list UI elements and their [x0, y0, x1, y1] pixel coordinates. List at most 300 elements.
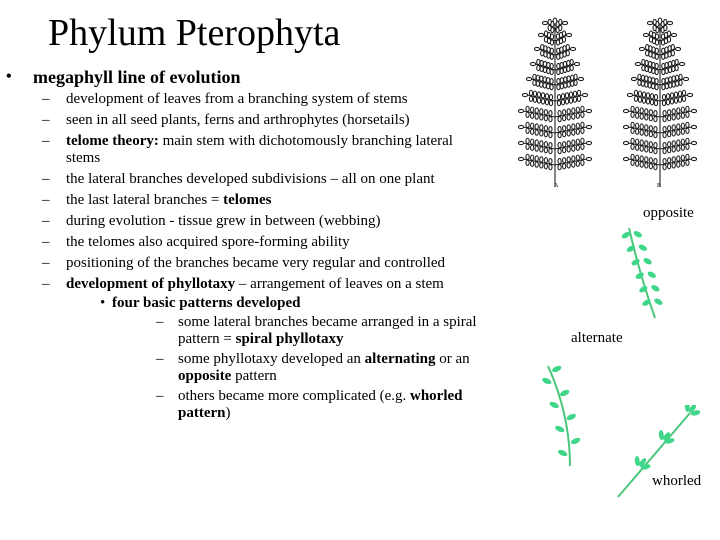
leaflet [623, 157, 628, 160]
leaflet [653, 19, 656, 24]
leaflet [681, 139, 684, 144]
leaflet [586, 157, 591, 160]
leaflet [672, 82, 675, 87]
leaflet [648, 61, 651, 66]
leaflet [567, 109, 570, 114]
leaflet [573, 97, 576, 102]
leaflet [586, 125, 591, 128]
leaflet [643, 33, 648, 36]
leaflet [649, 142, 652, 147]
leaflet [544, 31, 547, 36]
leaflet [663, 165, 666, 170]
leaflet [681, 145, 684, 150]
leaflet [566, 45, 569, 50]
leaflet [645, 115, 648, 120]
leaflet [654, 95, 657, 100]
leaflet [574, 80, 577, 85]
leaflet [581, 138, 584, 143]
leaflet [672, 131, 675, 136]
leaflet [668, 116, 671, 121]
leaflet [576, 123, 579, 128]
leaflet [544, 110, 547, 115]
leaflet [663, 127, 666, 132]
leaflet [540, 115, 543, 120]
leaflet [638, 74, 641, 79]
leaflet [682, 96, 685, 101]
leaflet [572, 156, 575, 161]
leaflet [540, 76, 543, 81]
leaflet [635, 62, 640, 65]
leaflet [681, 155, 684, 160]
leaflet [526, 122, 529, 127]
leaflet [631, 160, 634, 165]
leaflet [663, 159, 666, 164]
leaflet [531, 155, 534, 160]
leaflet [564, 83, 567, 88]
leaflet [550, 69, 553, 74]
leaflet [567, 76, 570, 81]
leaflet [577, 90, 580, 95]
leaflet [557, 95, 560, 100]
leaflet [537, 59, 540, 64]
leaflet [576, 139, 579, 144]
list-item: – others became more complicated (e.g. whorled pattern) [156, 388, 463, 421]
leaflet [691, 125, 696, 128]
leaflet [559, 19, 562, 24]
leaflet [540, 163, 543, 168]
leaflet [662, 101, 665, 106]
leaf [566, 413, 577, 422]
leaf [570, 437, 581, 446]
leaflet [565, 99, 568, 104]
leaflet [654, 133, 657, 138]
leaflet [662, 95, 665, 100]
leaflet [677, 108, 680, 113]
leaflet [545, 100, 548, 105]
leaflet [526, 138, 529, 143]
leaflet [531, 113, 534, 118]
leaflet [549, 101, 552, 106]
leaflet [664, 25, 667, 30]
leaflet [663, 111, 666, 116]
leaflet [535, 146, 538, 151]
leaflet [567, 66, 570, 71]
whorled-phyllotaxy-illustration [610, 405, 700, 505]
leaflet [563, 132, 566, 137]
leaflet [526, 106, 529, 111]
leaflet [559, 25, 562, 30]
leaflet [537, 98, 540, 103]
leaflet [578, 77, 583, 80]
leaflet [581, 144, 584, 149]
figure-label-a: A [554, 183, 559, 189]
leaflet [679, 74, 682, 79]
leaflet [572, 162, 575, 167]
leaflet [668, 132, 671, 137]
list-item: – seen in all seed plants, ferns and arthrophytes (horsetails) [42, 112, 410, 128]
leaflet [649, 37, 652, 42]
leaflet [652, 84, 655, 89]
leaflet [540, 131, 543, 136]
fern-drawing-a [515, 15, 595, 190]
leaflet [541, 51, 544, 56]
leaflet [672, 66, 675, 71]
leaflet [563, 148, 566, 153]
leaflet [544, 142, 547, 147]
leaflet [640, 124, 643, 129]
leaflet [535, 140, 538, 145]
leaflet [567, 141, 570, 146]
leaflet [529, 96, 532, 101]
leaflet [518, 157, 523, 160]
leaflet [570, 47, 575, 50]
leaflet [557, 101, 560, 106]
leaflet [636, 145, 639, 150]
leaflet [672, 147, 675, 152]
leaflet [645, 131, 648, 136]
leaflet [681, 107, 684, 112]
leaflet [526, 112, 529, 117]
leaflet [572, 146, 575, 151]
leaflet [518, 125, 523, 128]
leaflet [662, 63, 665, 68]
leaflet [562, 31, 565, 36]
leaflet [544, 37, 547, 42]
leaflet [558, 111, 561, 116]
leaflet [557, 69, 560, 74]
leaflet [647, 21, 652, 24]
leaflet [572, 108, 575, 113]
leaflet [671, 45, 674, 50]
leaflet [540, 60, 543, 65]
leaflet [652, 62, 655, 67]
label-alternate: alternate [571, 330, 623, 346]
leaflet [535, 156, 538, 161]
leaflet [655, 63, 658, 68]
leaflet [640, 130, 643, 135]
leaf [633, 230, 643, 239]
leaflet [674, 92, 677, 97]
leaflet [631, 112, 634, 117]
leaflet [581, 154, 584, 159]
leaflet [631, 144, 634, 149]
leaflet [677, 124, 680, 129]
leaflet [560, 68, 563, 73]
leaflet [649, 31, 652, 36]
leaflet [567, 60, 570, 65]
leaflet [645, 76, 648, 81]
leaflet [636, 123, 639, 128]
leaflet [668, 164, 671, 169]
leaflet [668, 67, 671, 72]
leaf [642, 257, 652, 266]
leaflet [574, 62, 579, 65]
leaflet [672, 115, 675, 120]
leaflet [576, 145, 579, 150]
leaflet [683, 77, 688, 80]
list-item: – the lateral branches developed subdivisions – all on one plant [42, 171, 435, 187]
leaflet [640, 162, 643, 167]
leaflet [631, 128, 634, 133]
leaflet [543, 67, 546, 72]
leaflet [645, 109, 648, 114]
leaflet [663, 149, 666, 154]
leaflet [576, 161, 579, 166]
leaflet [581, 122, 584, 127]
leaflet [658, 18, 662, 24]
leaflet [582, 93, 587, 96]
leaflet [636, 161, 639, 166]
leaflet [640, 140, 643, 145]
fern-drawing-b [620, 15, 700, 190]
leaf [551, 365, 562, 374]
leaflet [586, 109, 591, 112]
leaflet [533, 97, 536, 102]
leaflet [518, 109, 523, 112]
leaflet [645, 60, 648, 65]
leaflet [691, 141, 696, 144]
leaflet [641, 81, 644, 86]
leaflet [572, 114, 575, 119]
leaflet [567, 82, 570, 87]
leaflet [672, 125, 675, 130]
leaflet [686, 154, 689, 159]
leaflet [681, 113, 684, 118]
leaflet [649, 116, 652, 121]
leaflet [563, 142, 566, 147]
leaflet [681, 161, 684, 166]
leaflet [672, 163, 675, 168]
leaflet [543, 61, 546, 66]
leaflet [526, 128, 529, 133]
list-item: – positioning of the branches became very regular and controlled [42, 255, 446, 271]
leaflet [535, 124, 538, 129]
leaflet [544, 116, 547, 121]
leaflet [558, 133, 561, 138]
leaflet [655, 79, 658, 84]
leaflet [549, 143, 552, 148]
leaflet [665, 78, 668, 83]
leaflet [550, 85, 553, 90]
leaflet [666, 100, 669, 105]
leaf [653, 297, 663, 306]
label-whorled: whorled [652, 473, 702, 489]
leaflet [641, 75, 644, 80]
bullet-marker: • [6, 68, 12, 85]
label-opposite: opposite [643, 205, 694, 221]
leaflet [654, 159, 657, 164]
leaflet [549, 149, 552, 154]
leaflet [655, 69, 658, 74]
leaflet [654, 111, 657, 116]
leaflet [566, 33, 571, 36]
leaflet [557, 79, 560, 84]
leaflet [569, 92, 572, 97]
leaflet [557, 85, 560, 90]
leaflet [557, 63, 560, 68]
leaflet [631, 77, 636, 80]
leaflet [662, 85, 665, 90]
leaflet [636, 113, 639, 118]
leaflet [642, 98, 645, 103]
leaflet [549, 95, 552, 100]
leaflet [640, 114, 643, 119]
leaflet [543, 77, 546, 82]
leaflet [678, 91, 681, 96]
leaflet [636, 107, 639, 112]
leaflet [642, 65, 645, 70]
leaflet [547, 62, 550, 67]
leaflet [572, 140, 575, 145]
leaflet [665, 68, 668, 73]
patterns-points [112, 314, 490, 422]
list-item: – the last lateral branches = telomes [42, 192, 272, 208]
leaflet [642, 92, 645, 97]
leaflet [668, 158, 671, 163]
leaflet [549, 111, 552, 116]
leaflet [677, 162, 680, 167]
leaflet [668, 126, 671, 131]
leaflet [549, 165, 552, 170]
leaflet [672, 141, 675, 146]
leaflet [567, 157, 570, 162]
leaflet [668, 148, 671, 153]
leaflet [686, 122, 689, 127]
leaflet [663, 143, 666, 148]
leaflet [561, 100, 564, 105]
leaflet [634, 90, 637, 95]
bullet-list [0, 66, 500, 426]
leaflet [558, 159, 561, 164]
leaflet [570, 59, 573, 64]
leaflet [567, 147, 570, 152]
leaflet [666, 94, 669, 99]
leaflet [675, 47, 680, 50]
leaflet [646, 93, 649, 98]
leaflet [676, 81, 679, 86]
leaflet [547, 78, 550, 83]
leaflet [540, 157, 543, 162]
leaflet [664, 19, 667, 24]
leaflet [526, 144, 529, 149]
leaflet [638, 91, 641, 96]
leaflet [526, 154, 529, 159]
leaflet [676, 75, 679, 80]
leaflet [550, 79, 553, 84]
leaflet [671, 33, 676, 36]
leaflet [541, 99, 544, 104]
leaflet [649, 126, 652, 131]
leaflet [544, 148, 547, 153]
leaflet [636, 139, 639, 144]
leaflet [577, 96, 580, 101]
leaflet [631, 122, 634, 127]
leaflet [547, 68, 550, 73]
leaflet [540, 66, 543, 71]
leaflet [636, 155, 639, 160]
leaflet [565, 93, 568, 98]
leaflet [663, 117, 666, 122]
leaf [638, 243, 648, 252]
leaflet [652, 78, 655, 83]
list-item: – some phyllotaxy developed an alternating or an opposite pattern [156, 351, 470, 384]
leaflet [662, 69, 665, 74]
leaf [541, 377, 552, 386]
leaflet [548, 25, 551, 30]
leaflet [642, 59, 645, 64]
leaflet [563, 61, 566, 66]
leaflet [682, 90, 685, 95]
list-item: – development of leaves from a branching system of stems [42, 91, 408, 107]
opposite-phyllotaxy-illustration [617, 222, 677, 322]
leaflet [572, 124, 575, 129]
leaflet [639, 47, 644, 50]
leaflet [574, 74, 577, 79]
leaflet [645, 66, 648, 71]
patterns-list [66, 295, 490, 422]
leaflet [553, 18, 557, 24]
leaflet [581, 128, 584, 133]
leaflet [576, 107, 579, 112]
main-bullet [0, 66, 500, 88]
leaflet [648, 83, 651, 88]
leaflet [634, 96, 637, 101]
leaflet [535, 162, 538, 167]
leaflet [645, 147, 648, 152]
leaflet [668, 110, 671, 115]
leaflet [671, 51, 674, 56]
leaflet [669, 77, 672, 82]
leaflet [645, 82, 648, 87]
leaflet [531, 107, 534, 112]
leaflet [686, 112, 689, 117]
leaflet [567, 115, 570, 120]
list-item: – some lateral branches became arranged in a spiral pattern = spiral phyllotaxy [156, 314, 477, 347]
leaflet [638, 97, 641, 102]
leaflet [679, 80, 682, 85]
leaflet [558, 143, 561, 148]
leaflet [581, 160, 584, 165]
list-item: – the telomes also acquired spore-forming ability [42, 234, 350, 250]
leaflet [549, 117, 552, 122]
leaflet [648, 67, 651, 72]
leaflet [533, 74, 536, 79]
leaflet [560, 62, 563, 67]
slide-title: Phylum Pterophyta [48, 12, 341, 54]
leaflet [687, 93, 692, 96]
leaflet [686, 138, 689, 143]
leaflet [541, 45, 544, 50]
leaflet [654, 149, 657, 154]
leaflet [560, 78, 563, 83]
main-bullet-text: megaphyll line of evolution [33, 67, 241, 87]
leaflet [535, 114, 538, 119]
leaflet [560, 84, 563, 89]
list-item: – during evolution - tissue grew in between (webbing) [42, 213, 381, 229]
leaflet [576, 155, 579, 160]
leaflet [654, 117, 657, 122]
leaf [650, 284, 660, 293]
sub-list [0, 91, 500, 422]
leaflet [686, 128, 689, 133]
leaflet [544, 158, 547, 163]
leaflet [586, 141, 591, 144]
leaflet [645, 163, 648, 168]
leaflet [631, 138, 634, 143]
leaflet [564, 77, 567, 82]
leaflet [674, 98, 677, 103]
leaflet [663, 133, 666, 138]
